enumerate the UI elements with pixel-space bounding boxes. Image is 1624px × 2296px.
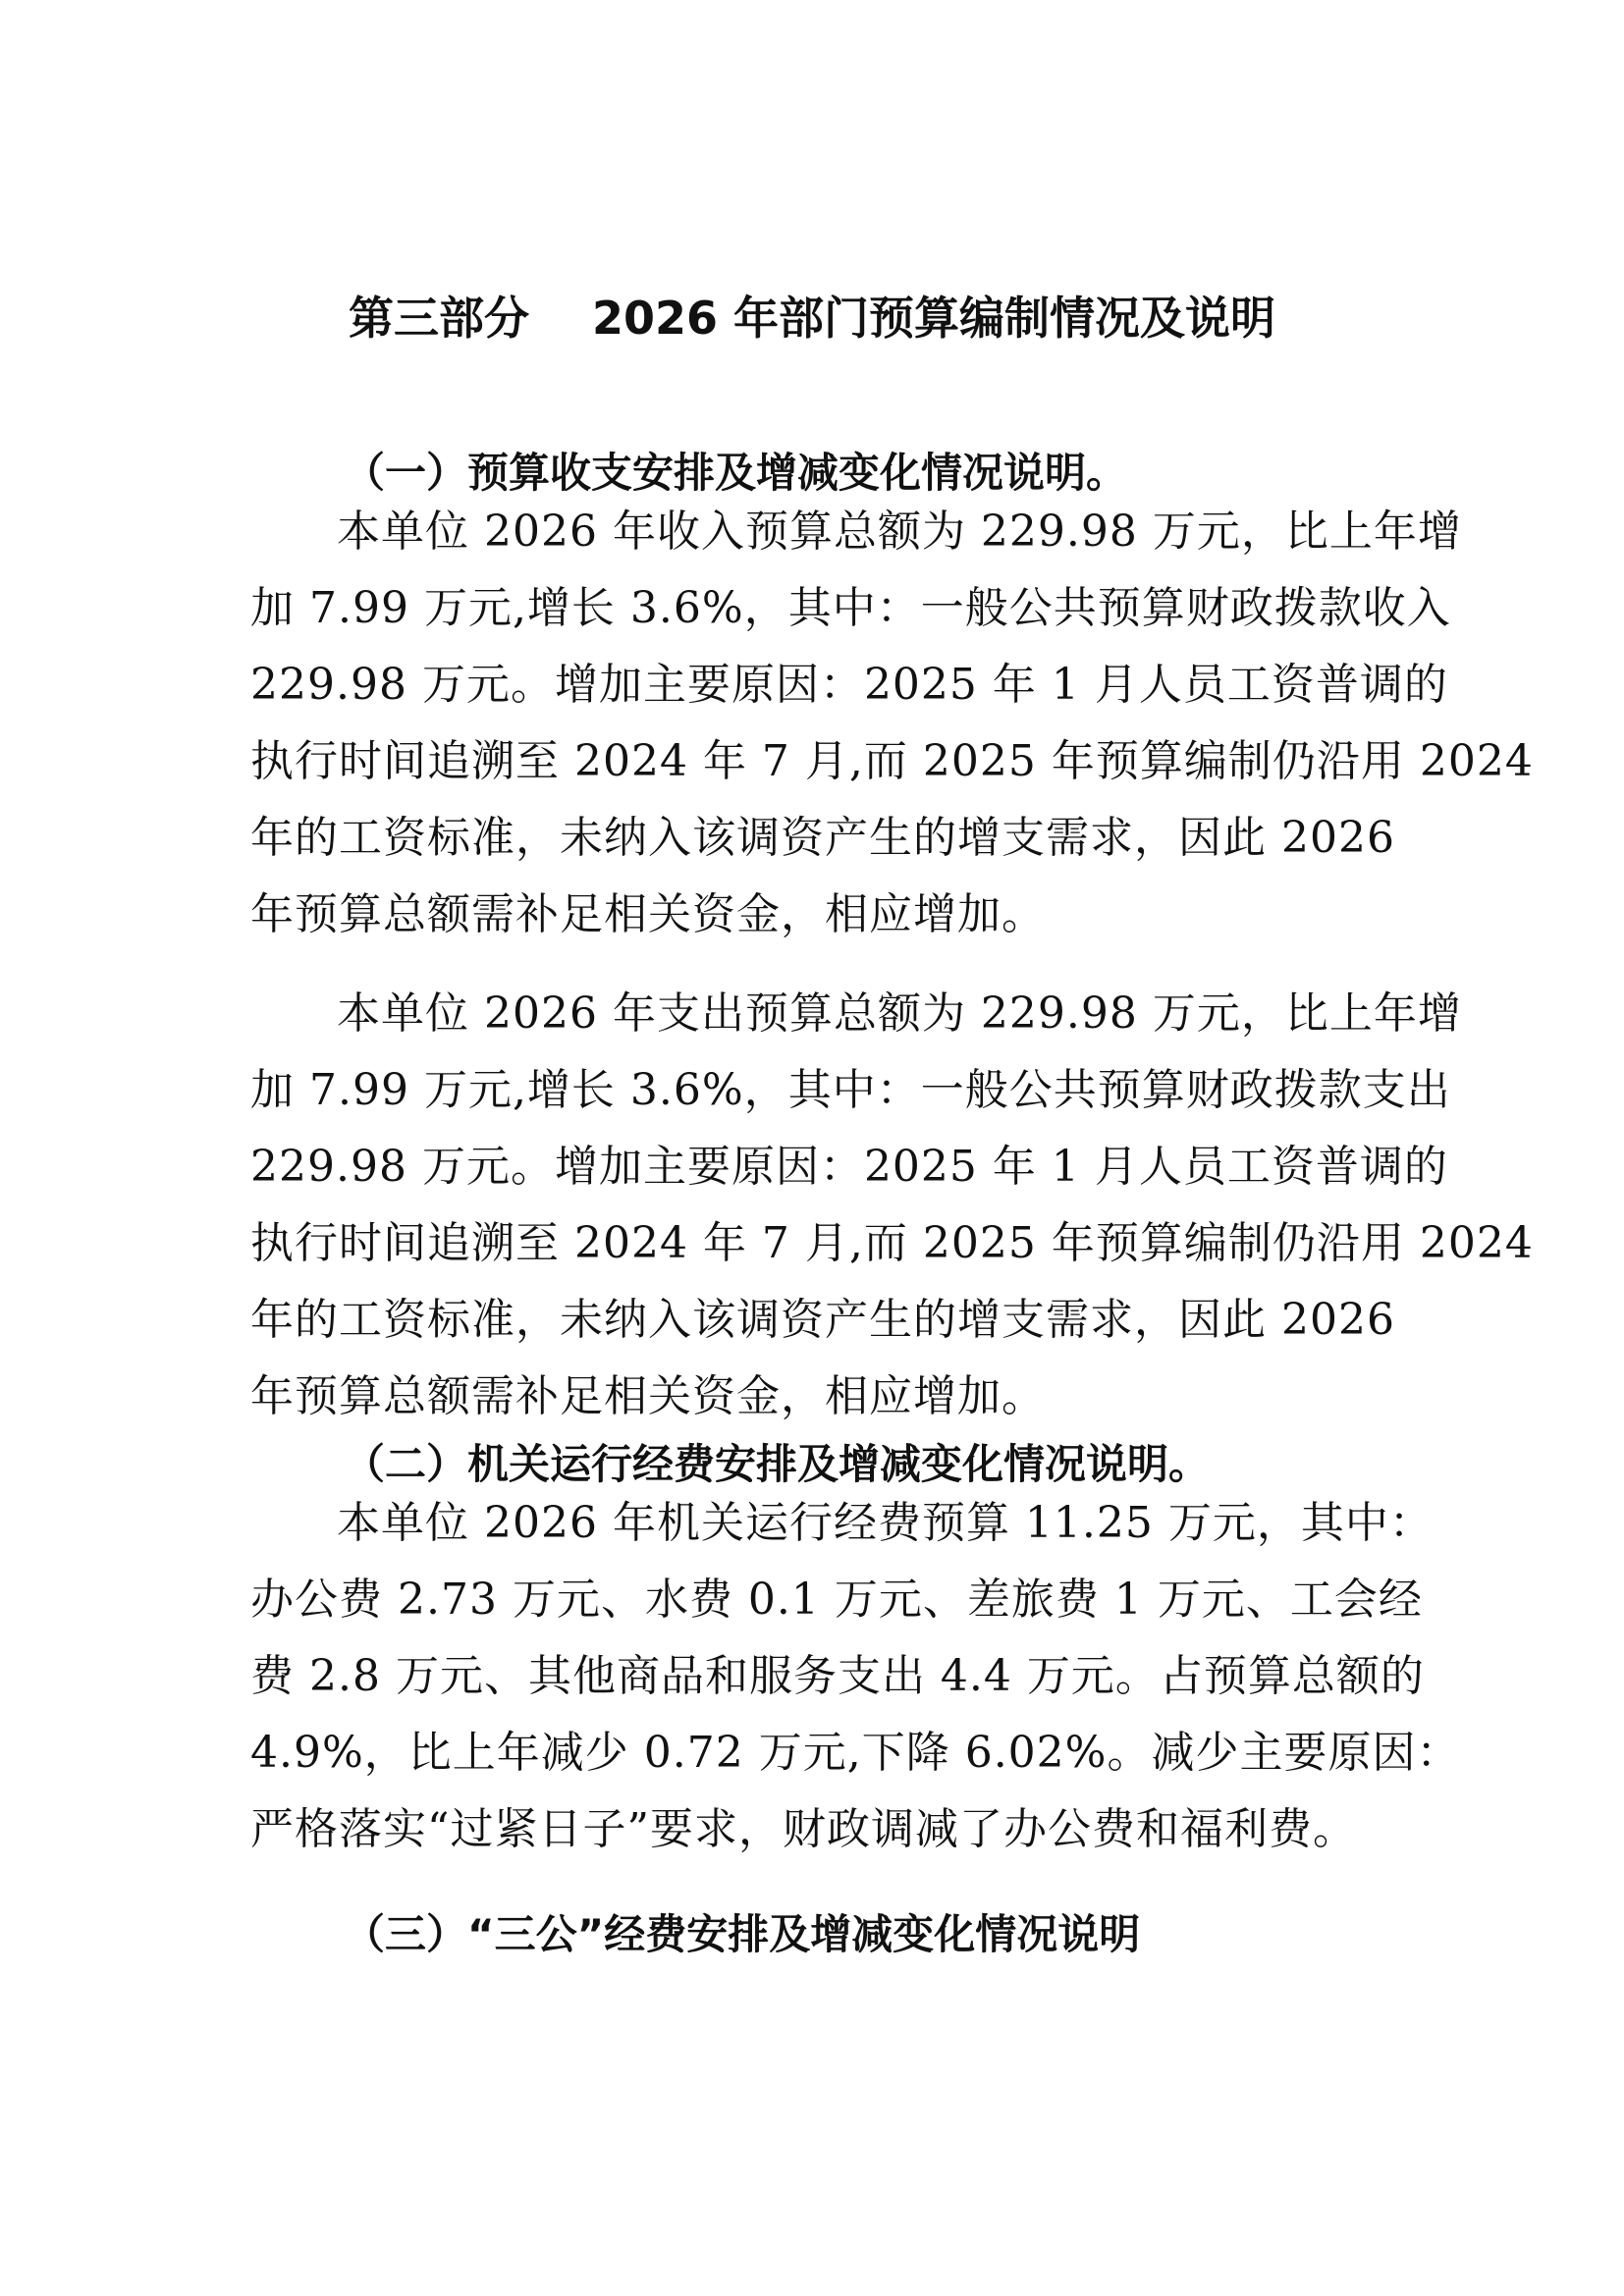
paragraph-line: 执行时间追溯至 2024 年 7 月,而 2025 年预算编制仍沿用 2024 xyxy=(250,1218,1534,1268)
paragraph-line: 年预算总额需补足相关资金，相应增加。 xyxy=(250,889,1046,939)
paragraph-line: 229.98 万元。增加主要原因：2025 年 1 月人员工资普调的 xyxy=(250,660,1448,710)
section-heading-1: （一）预算收支安排及增减变化情况说明。 xyxy=(344,449,1128,497)
paragraph-line: 执行时间追溯至 2024 年 7 月,而 2025 年预算编制仍沿用 2024 xyxy=(250,736,1534,786)
paragraph-line: 本单位 2026 年机关运行经费预算 11.25 万元，其中： xyxy=(337,1498,1434,1548)
paragraph-line: 4.9%，比上年减少 0.72 万元,下降 6.02%。减少主要原因： xyxy=(250,1728,1461,1778)
paragraph-operating-funds xyxy=(250,1485,1461,1868)
paragraph-line: 严格落实“过紧日子”要求，财政调减了办公费和福利费。 xyxy=(250,1804,1357,1854)
paragraph-line: 229.98 万元。增加主要原因：2025 年 1 月人员工资普调的 xyxy=(250,1142,1448,1192)
paragraph-line: 年预算总额需补足相关资金，相应增加。 xyxy=(250,1371,1046,1421)
paragraph-expense-budget xyxy=(250,976,1534,1435)
paragraph-line: 费 2.8 万元、其他商品和服务支出 4.4 万元。占预算总额的 xyxy=(250,1651,1425,1701)
section-heading-3: （三）“三公”经费安排及增减变化情况说明 xyxy=(344,1910,1141,1958)
paragraph-line: 加 7.99 万元,增长 3.6%，其中：一般公共预算财政拨款支出 xyxy=(250,1065,1451,1115)
paragraph-line: 年的工资标准，未纳入该调资产生的增支需求，因此 2026 xyxy=(250,1295,1395,1345)
section-heading-2: （二）机关运行经费安排及增减变化情况说明。 xyxy=(344,1440,1211,1488)
paragraph-line: 本单位 2026 年支出预算总额为 229.98 万元，比上年增 xyxy=(337,988,1462,1039)
paragraph-income-budget xyxy=(250,494,1534,953)
paragraph-line: 本单位 2026 年收入预算总额为 229.98 万元，比上年增 xyxy=(337,507,1462,557)
paragraph-line: 年的工资标准，未纳入该调资产生的增支需求，因此 2026 xyxy=(250,813,1395,863)
page-title: 第三部分 2026 年部门预算编制情况及说明 xyxy=(348,292,1276,345)
paragraph-line: 加 7.99 万元,增长 3.6%，其中：一般公共预算财政拨款收入 xyxy=(250,583,1451,633)
paragraph-line: 办公费 2.73 万元、水费 0.1 万元、差旅费 1 万元、工会经 xyxy=(250,1575,1423,1625)
